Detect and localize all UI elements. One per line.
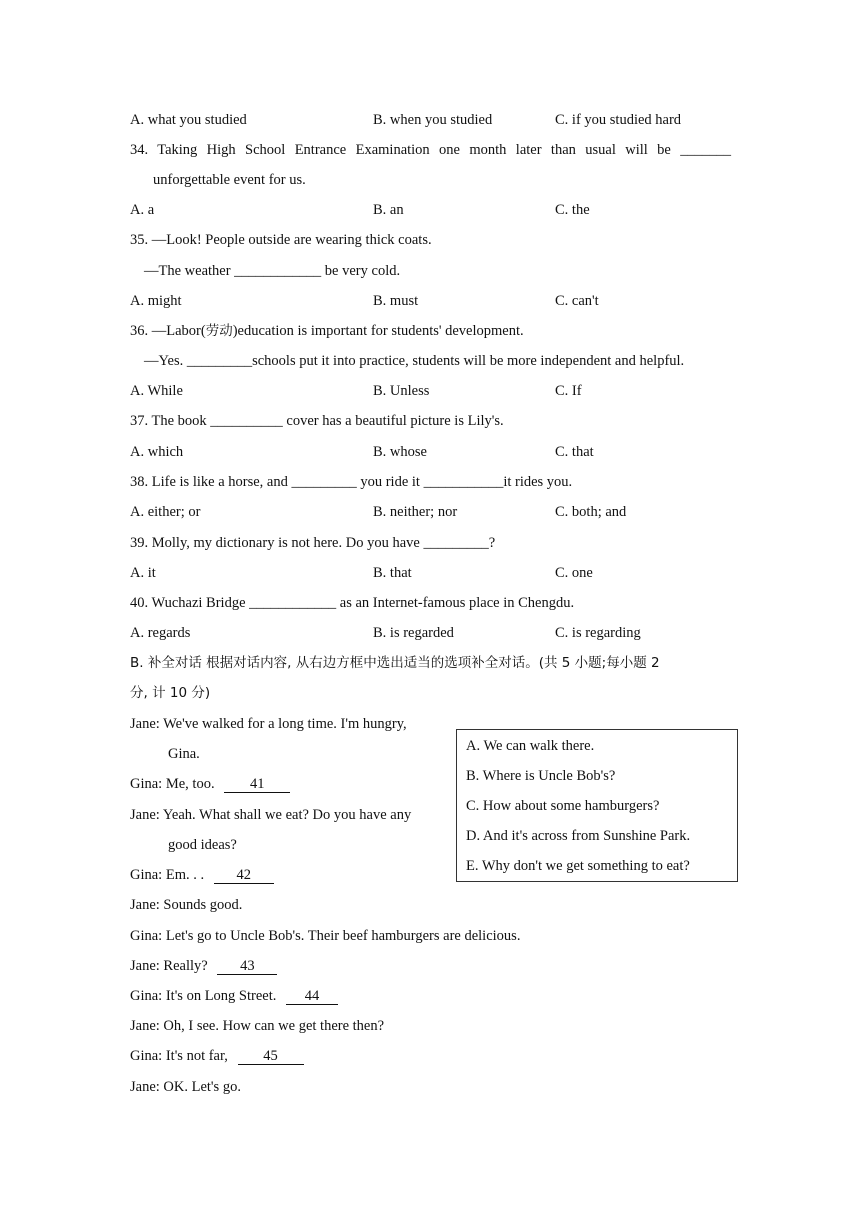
dialogue-line-6: Gina: Let's go to Uncle Bob's. Their beef hamburgers are delicious. xyxy=(130,928,521,944)
dialogue-line-7 xyxy=(130,957,277,975)
q35-response: —The weather ____________ be very cold. xyxy=(144,263,401,279)
q37-option-a[interactable]: A. which xyxy=(130,444,184,460)
dialogue-line-9: Jane: Oh, I see. How can we get there then? xyxy=(130,1018,385,1034)
dialogue-line-8 xyxy=(130,987,338,1005)
q34-option-a[interactable]: A. a xyxy=(130,202,155,218)
q37-option-c[interactable]: C. that xyxy=(555,444,594,460)
dialogue-line-11: Jane: OK. Let's go. xyxy=(130,1079,241,1095)
q38-option-b[interactable]: B. neither; nor xyxy=(373,504,458,520)
q35-option-a[interactable]: A. might xyxy=(130,293,182,309)
q40-option-a[interactable]: A. regards xyxy=(130,625,191,641)
q38-option-a[interactable]: A. either; or xyxy=(130,504,201,520)
choices-box xyxy=(456,729,738,882)
choice-b[interactable]: B. Where is Uncle Bob's? xyxy=(466,768,616,784)
q33-option-c[interactable]: C. if you studied hard xyxy=(555,112,682,128)
blank-43[interactable]: 43 xyxy=(217,959,277,975)
q38-option-c[interactable]: C. both; and xyxy=(555,504,627,520)
q34-question: 34. Taking High School Entrance Examination one month later than usual will be _______ xyxy=(130,142,731,158)
q35-option-c[interactable]: C. can't xyxy=(555,293,599,309)
dialogue-line-8-text: Gina: It's on Long Street. xyxy=(130,988,277,1004)
dialogue-line-3-cont: good ideas? xyxy=(168,837,237,853)
dialogue-line-4 xyxy=(130,866,274,884)
q36-option-c[interactable]: C. If xyxy=(555,383,582,399)
dialogue-line-5: Jane: Sounds good. xyxy=(130,897,243,913)
dialogue-line-4-text: Gina: Em. . . xyxy=(130,867,205,883)
choice-d[interactable]: D. And it's across from Sunshine Park. xyxy=(466,828,691,844)
q36-question-end: )education is important for students' development. xyxy=(232,323,524,339)
q38-question: 38. Life is like a horse, and _________ you ride it ___________it rides you. xyxy=(130,474,573,490)
q40-option-c[interactable]: C. is regarding xyxy=(555,625,641,641)
q39-question: 39. Molly, my dictionary is not here. Do you have _________? xyxy=(130,535,496,551)
q37-question: 37. The book __________ cover has a beautiful picture is Lily's. xyxy=(130,413,504,429)
q36-option-a[interactable]: A. While xyxy=(130,383,183,399)
q39-option-c[interactable]: C. one xyxy=(555,565,593,581)
dialogue-line-10-text: Gina: It's not far, xyxy=(130,1048,228,1064)
q36-response: —Yes. _________schools put it into practice, students will be more independent and helpful. xyxy=(144,353,685,369)
blank-44[interactable]: 44 xyxy=(286,989,338,1005)
dialogue-line-2 xyxy=(130,775,290,793)
dialogue-line-2-text: Gina: Me, too. xyxy=(130,776,215,792)
q33-option-a[interactable]: A. what you studied xyxy=(130,112,247,128)
q39-option-b[interactable]: B. that xyxy=(373,565,412,581)
q35-question: 35. —Look! People outside are wearing thick coats. xyxy=(130,232,432,248)
dialogue-line-3: Jane: Yeah. What shall we eat? Do you have any xyxy=(130,807,412,823)
q34-option-c[interactable]: C. the xyxy=(555,202,590,218)
choice-c[interactable]: C. How about some hamburgers? xyxy=(466,798,660,814)
dialogue-line-1: Jane: We've walked for a long time. I'm hungry, xyxy=(130,716,407,732)
q33-option-b[interactable]: B. when you studied xyxy=(373,112,493,128)
q34-question-cont: unforgettable event for us. xyxy=(153,172,306,188)
q35-option-b[interactable]: B. must xyxy=(373,293,419,309)
blank-41[interactable]: 41 xyxy=(224,777,290,793)
section-b-heading-cont: 分, 计 10 分) xyxy=(130,685,211,701)
q36-chinese-gloss: 劳动 xyxy=(205,323,233,339)
choice-e[interactable]: E. Why don't we get something to eat? xyxy=(466,858,690,874)
dialogue-line-7-text: Jane: Really? xyxy=(130,958,208,974)
q34-option-b[interactable]: B. an xyxy=(373,202,404,218)
q40-option-b[interactable]: B. is regarded xyxy=(373,625,454,641)
dialogue-line-10 xyxy=(130,1047,304,1065)
q36-question-start: 36. —Labor( xyxy=(130,323,206,339)
choice-a[interactable]: A. We can walk there. xyxy=(466,738,595,754)
q36-question xyxy=(130,322,524,340)
q40-question: 40. Wuchazi Bridge ____________ as an Internet-famous place in Chengdu. xyxy=(130,595,575,611)
q36-option-b[interactable]: B. Unless xyxy=(373,383,430,399)
blank-42[interactable]: 42 xyxy=(214,868,274,884)
q39-option-a[interactable]: A. it xyxy=(130,565,156,581)
blank-45[interactable]: 45 xyxy=(238,1049,304,1065)
dialogue-line-1-cont: Gina. xyxy=(168,746,200,762)
section-b-heading: B. 补全对话 根据对话内容, 从右边方框中选出适当的选项补全对话。(共 5 小题;每小题 2 xyxy=(130,655,660,671)
q37-option-b[interactable]: B. whose xyxy=(373,444,427,460)
